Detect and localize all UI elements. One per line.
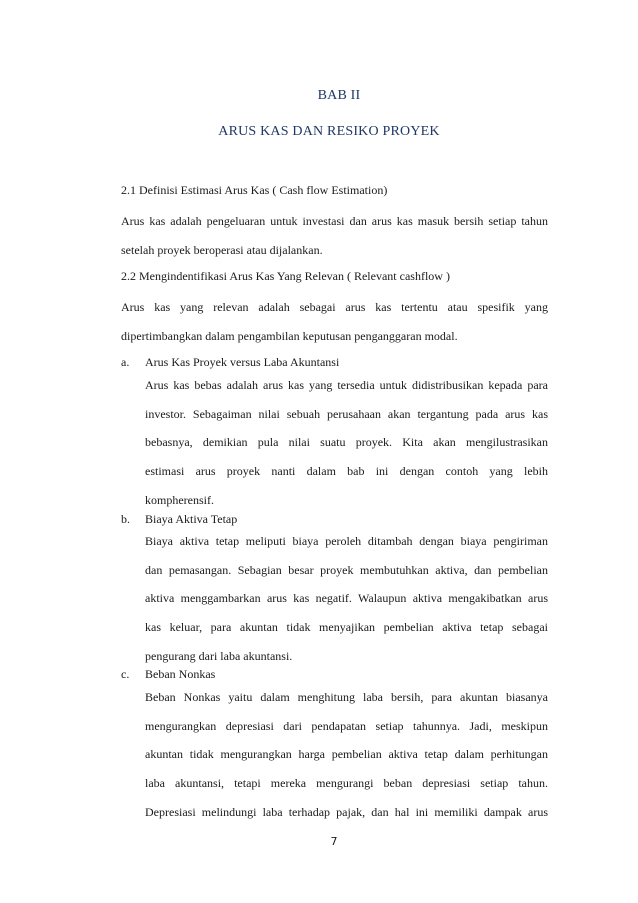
item-line: akuntan tidak mengurangkan harga pembelian aktiva tetap dalam perhitungan (145, 747, 548, 762)
page-number: 7 (330, 835, 338, 848)
item-c-label: c. (121, 667, 130, 681)
item-line: dan pemasangan. Sebagian besar proyek membutuhkan aktiva, dan pembelian (145, 562, 548, 577)
item-a-title: Arus Kas Proyek versus Laba Akuntansi (145, 355, 340, 369)
item-line: bebasnya, demikian pula nilai suatu proyek. Kita akan mengilustrasikan (145, 435, 548, 450)
paragraph-line: Arus kas adalah pengeluaran untuk investasi dan arus kas masuk bersih setiap tahun (121, 214, 548, 228)
chapter-title: ARUS KAS DAN RESIKO PROYEK (218, 124, 440, 139)
item-c-title: Beban Nonkas (145, 667, 216, 681)
item-line: estimasi arus proyek nanti dalam bab ini dengan contoh yang lebih (145, 464, 548, 479)
section-2-1-paragraph (121, 207, 548, 264)
item-c-body (145, 683, 548, 826)
item-line: kompherensif. (145, 492, 214, 507)
item-line: mengurangkan depresiasi dari pendapatan setiap tahunnya. Jadi, meskipun (145, 718, 548, 733)
item-line: Biaya aktiva tetap meliputi biaya peroleh ditambah dengan biaya pengiriman (145, 534, 548, 548)
item-b-body (145, 527, 548, 670)
item-b-title: Biaya Aktiva Tetap (145, 512, 238, 526)
paragraph-line: Arus kas yang relevan adalah sebagai arus kas tertentu atau spesifik yang (121, 300, 548, 314)
paragraph-line: setelah proyek beroperasi atau dijalankan. (121, 242, 323, 257)
item-line: pengurang dari laba akuntansi. (145, 648, 293, 663)
section-2-2-paragraph (121, 293, 548, 350)
chapter-heading: BAB II (317, 88, 361, 103)
item-line: investor. Sebagaiman nilai sebuah perusahaan akan tergantung pada arus kas (145, 406, 548, 421)
item-line: kas keluar, para akuntan tidak menyajikan pembelian aktiva tetap sebagai (145, 620, 548, 635)
item-line: Depresiasi melindungi laba terhadap pajak, dan hal ini memiliki dampak arus (145, 804, 548, 819)
item-line: Arus kas bebas adalah arus kas yang tersedia untuk didistribusikan kepada para (145, 378, 548, 392)
paragraph-line: dipertimbangkan dalam pengambilan keputusan penganggaran modal. (121, 328, 458, 343)
section-2-2-heading: 2.2 Mengindentifikasi Arus Kas Yang Relevan ( Relevant cashflow ) (121, 269, 450, 283)
section-2-1-heading: 2.1 Definisi Estimasi Arus Kas ( Cash flow Estimation) (121, 183, 388, 197)
item-a-label: a. (121, 355, 130, 369)
item-b-label: b. (121, 512, 130, 526)
item-a-body (145, 371, 548, 514)
item-line: aktiva menggambarkan arus kas negatif. Walaupun aktiva mengakibatkan arus (145, 591, 548, 606)
item-line: Beban Nonkas yaitu dalam menghitung laba bersih, para akuntan biasanya (145, 690, 548, 704)
item-line: laba akuntansi, tetapi mereka mengurangi beban depresiasi setiap tahun. (145, 776, 548, 791)
